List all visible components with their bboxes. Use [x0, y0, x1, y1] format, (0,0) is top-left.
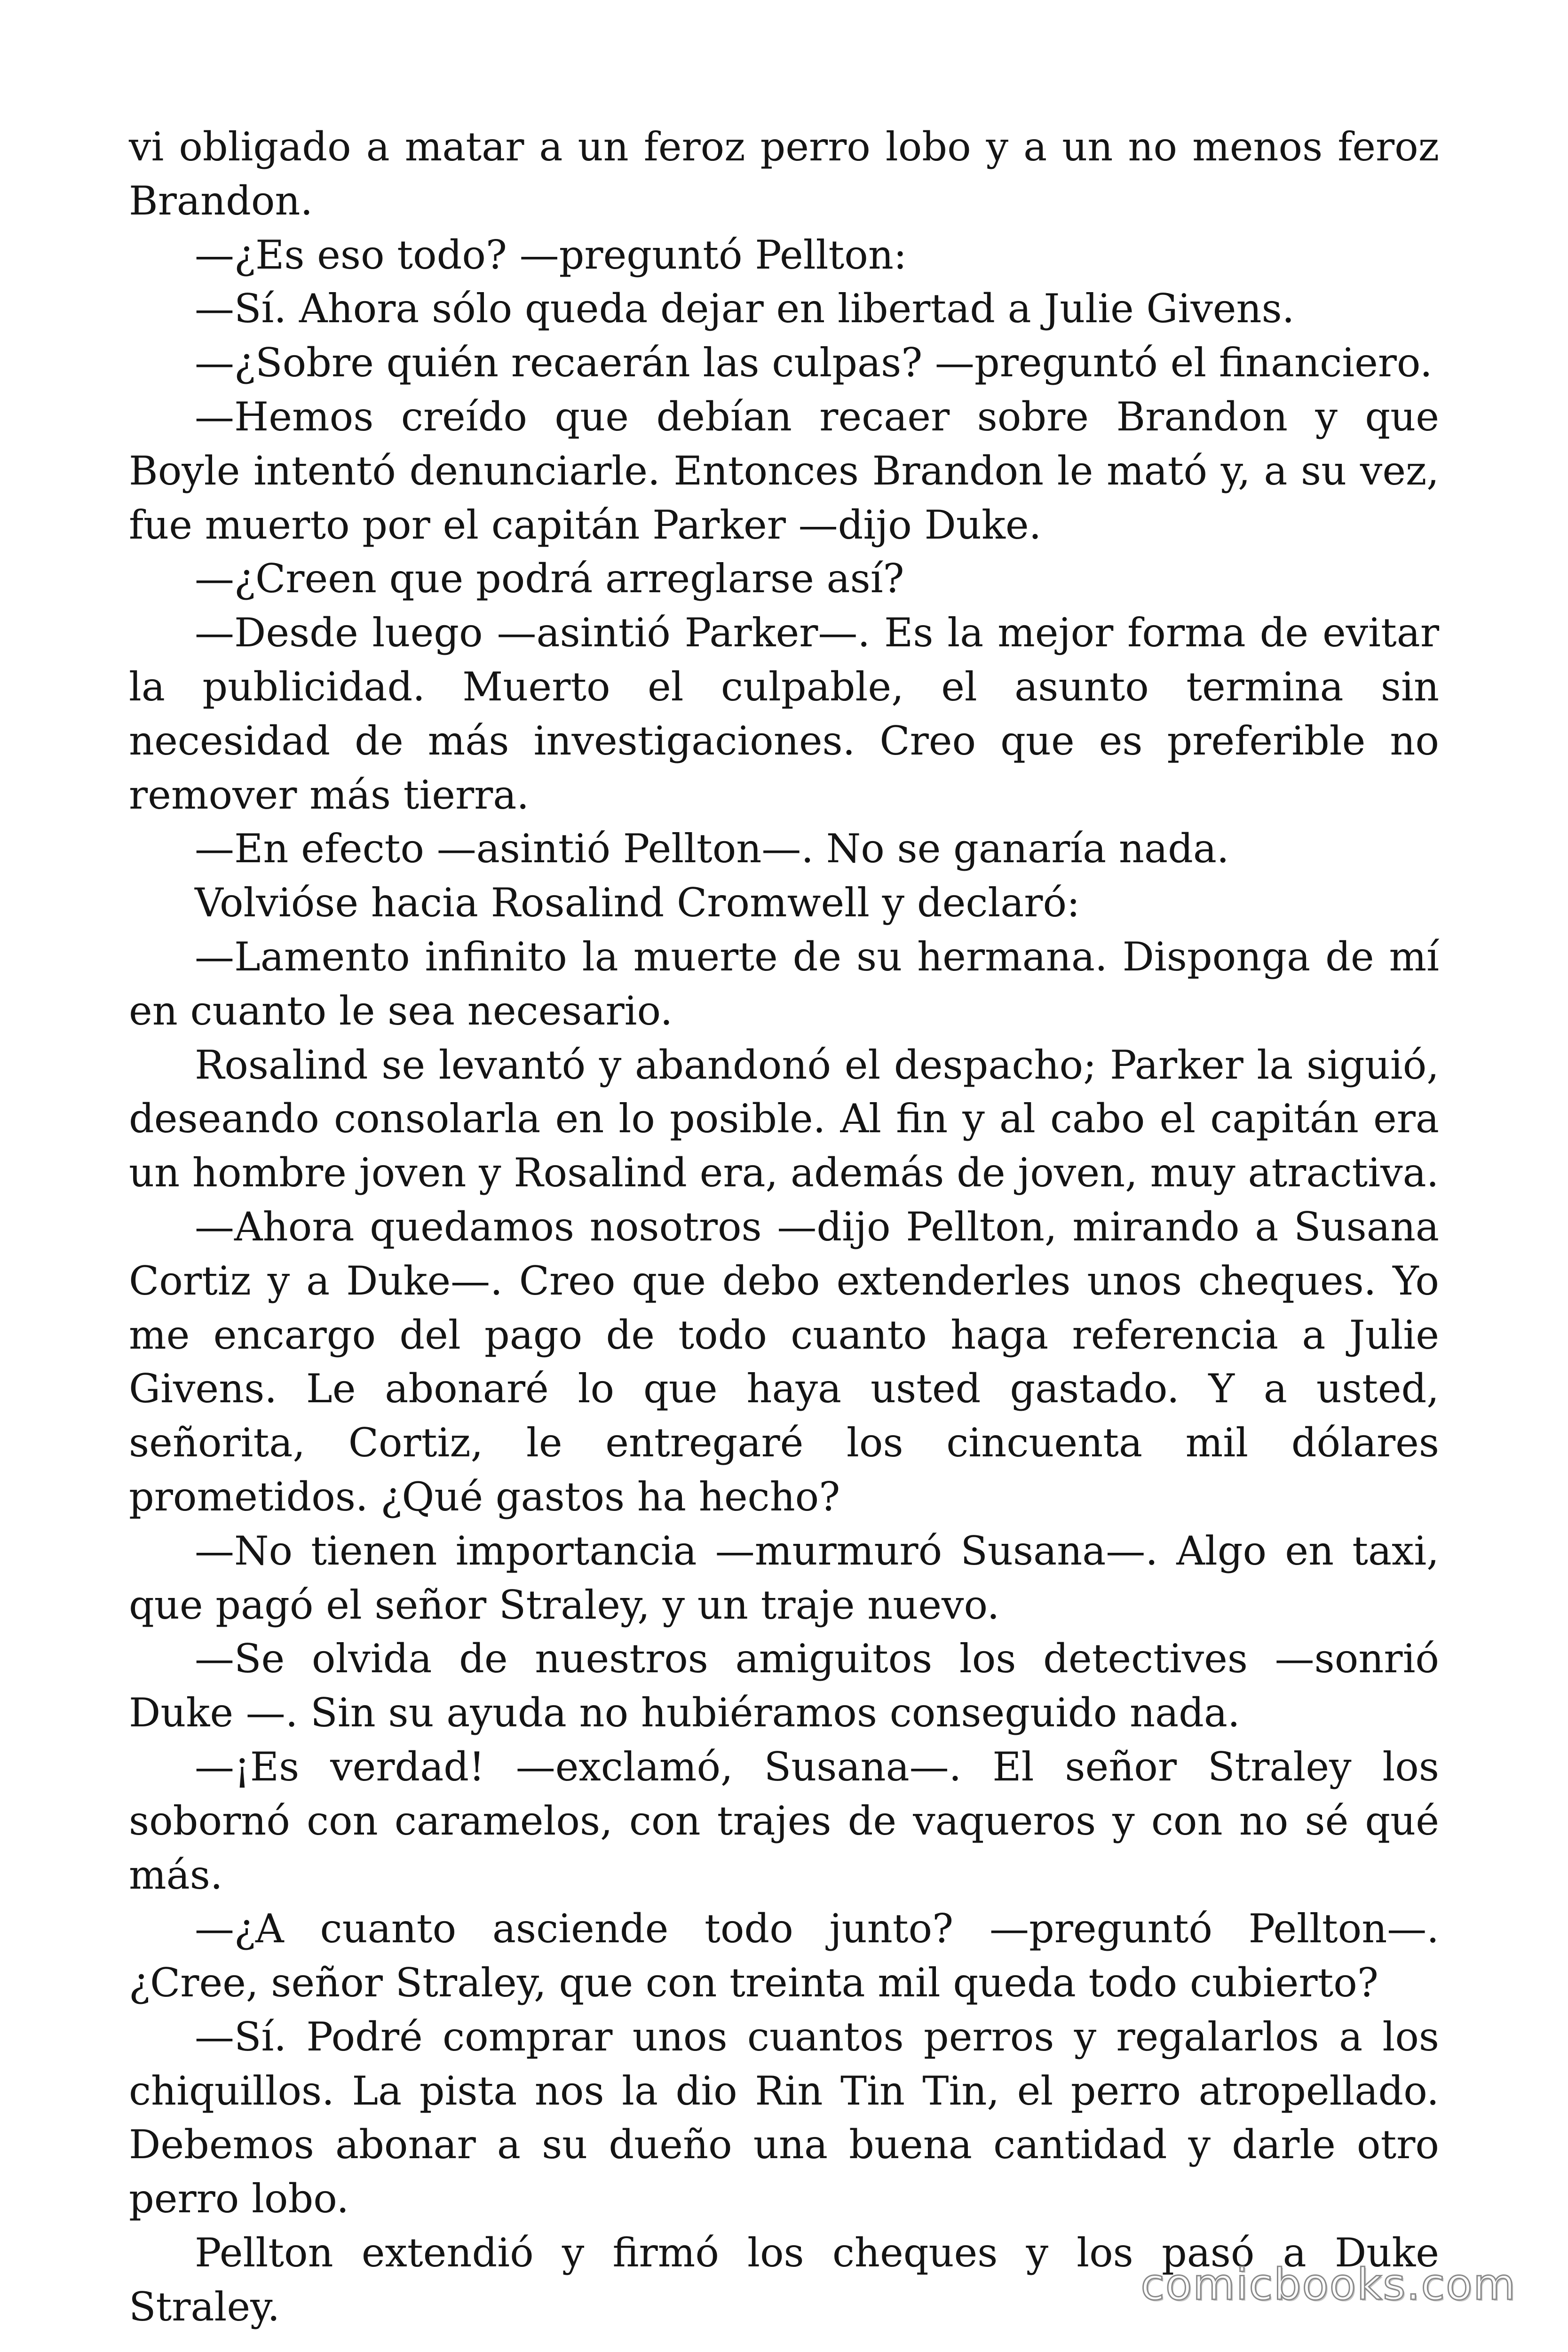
paragraph: —Ahora quedamos nosotros —dijo Pellton, mirando a Susana Cortiz y a Duke—. Creo que debo extenderles unos cheques. Yo me encargo del pago de todo cuanto haga referencia a Julie Givens. Le abonaré lo que haya usted gastado. Y a usted, señorita, Cortiz, le entregaré los cincuenta mil dólares prometidos. ¿Qué gastos ha hecho? — [129, 1203, 1439, 1520]
paragraph: —Sí. Podré comprar unos cuantos perros y regalarlos a los chiquillos. La pista nos la dio Rin Tin Tin, el perro atropellado. Debemos abonar a su dueño una buena cantidad y darle otro perro lobo. — [129, 2013, 1439, 2222]
paragraph: —Lamento infinito la muerte de su hermana. Disponga de mí en cuanto le sea necesario. — [129, 933, 1439, 1034]
paragraph: —No tienen importancia —murmuró Susana—. Algo en taxi, que pagó el señor Straley, y un traje nuevo. — [129, 1527, 1439, 1628]
paragraph: —Se olvida de nuestros amiguitos los detectives —sonrió Duke —. Sin su ayuda no hubiéramos conseguido nada. — [129, 1636, 1439, 1736]
paragraph: —¡Es verdad! —exclamó, Susana—. El señor Straley los sobornó con caramelos, con trajes de vaqueros y con no sé qué más. — [129, 1743, 1439, 1898]
paragraph: —Hemos creído que debían recaer sobre Brandon y que Boyle intentó denunciarle. Entonces Brandon le mató y, a su vez, fue muerto por el capitán Parker —dijo Duke. — [129, 393, 1439, 548]
paragraph: —¿Es eso todo? —preguntó Pellton: — [195, 231, 907, 278]
paragraph: —Sí. Ahora sólo queda dejar en libertad a Julie Givens. — [195, 286, 1295, 332]
body-text — [129, 120, 1439, 2334]
paragraph: Volvióse hacia Rosalind Cromwell y declaró: — [195, 880, 1080, 926]
paragraph: Rosalind se levantó y abandonó el despacho; Parker la siguió, deseando consolarla en lo posible. Al fin y al cabo el capitán era un hombre joven y Rosalind era, además de joven, muy atractiva. — [129, 1041, 1439, 1196]
watermark: comicbooks.com — [1140, 2259, 1516, 2310]
paragraph: —¿Sobre quién recaerán las culpas? —preguntó el financiero. — [195, 340, 1433, 386]
paragraph: —¿A cuanto asciende todo junto? —preguntó Pellton—. ¿Cree, señor Straley, que con treinta mil queda todo cubierto? — [129, 1906, 1439, 2006]
paragraph: —En efecto —asintió Pellton—. No se ganaría nada. — [195, 826, 1229, 872]
paragraph: —Desde luego —asintió Parker—. Es la mejor forma de evitar la publicidad. Muerto el culpable, el asunto termina sin necesidad de más investigaciones. Creo que es preferible no remover más tierra. — [129, 610, 1439, 818]
paragraph: vi obligado a matar a un feroz perro lobo y a un no menos feroz Brandon. — [129, 124, 1439, 224]
paragraph: —¿Creen que podrá arreglarse así? — [195, 556, 904, 602]
paragraph: Pellton extendió y firmó los cheques y los pasó a Duke Straley. — [129, 2230, 1439, 2330]
